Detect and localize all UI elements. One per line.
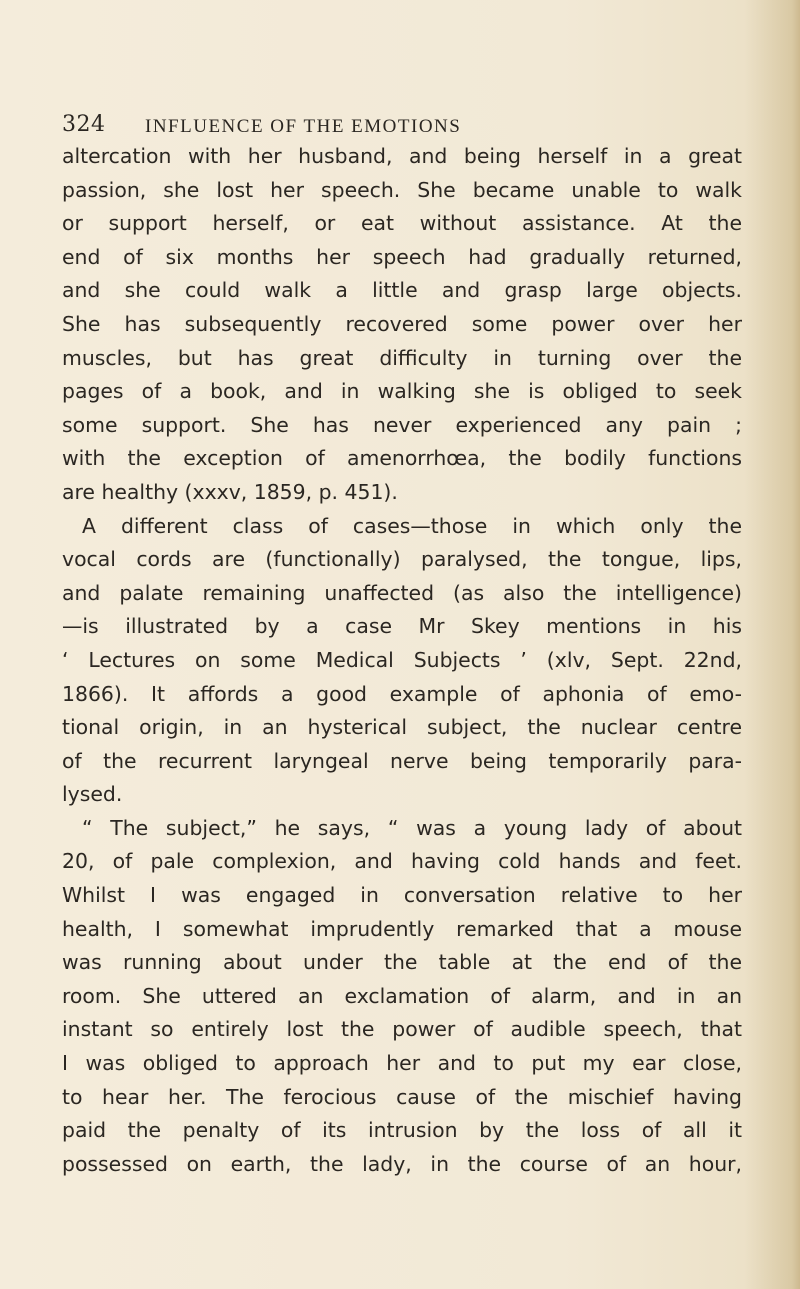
text-line: 20, of pale complexion, and having cold hands and feet. (62, 849, 742, 874)
text-line: room. She uttered an exclamation of alarm, and in an (62, 983, 742, 1008)
text-line: paid the penalty of its intrusion by the loss of all it (62, 1118, 742, 1143)
text-line: ‘ Lectures on some Medical Subjects ’ (xlv, Sept. 22nd, (62, 647, 742, 672)
text-line: of the recurrent laryngeal nerve being temporarily para- (62, 748, 742, 773)
text-line: 1866). It affords a good example of aphonia of emo- (62, 681, 742, 706)
text-line: passion, she lost her speech. She became unable to walk (62, 177, 742, 202)
text-line: to hear her. The ferocious cause of the mischief having (62, 1084, 742, 1109)
text-line: instant so entirely lost the power of audible speech, that (62, 1017, 742, 1042)
text-line: A different class of cases—those in which only the (82, 513, 742, 538)
text-line: pages of a book, and in walking she is obliged to seek (62, 379, 742, 404)
text-line: vocal cords are (functionally) paralysed, the tongue, lips, (62, 547, 742, 572)
page-number: 324 (62, 112, 106, 137)
text-line: muscles, but has great difficulty in turning over the (62, 345, 742, 370)
text-line: —is illustrated by a case Mr Skey mentions in his (62, 614, 742, 639)
text-line: tional origin, in an hysterical subject, the nuclear centre (62, 715, 742, 740)
text-line: lysed. (62, 782, 123, 807)
text-line: and palate remaining unaffected (as also the intelligence) (62, 580, 742, 605)
text-line: and she could walk a little and grasp large objects. (62, 278, 742, 303)
text-line: She has subsequently recovered some power over her (62, 311, 742, 336)
text-line: “ The subject,” he says, “ was a young lady of about (82, 815, 742, 840)
text-line: or support herself, or eat without assistance. At the (62, 211, 742, 236)
running-title: INFLUENCE OF THE EMOTIONS (145, 116, 462, 137)
text-line: are healthy (xxxv, 1859, p. 451). (62, 479, 398, 504)
text-line: I was obliged to approach her and to put my ear close, (62, 1051, 742, 1076)
text-line: Whilst I was engaged in conversation relative to her (62, 883, 742, 908)
text-line: end of six months her speech had gradually returned, (62, 244, 742, 269)
text-line: altercation with her husband, and being herself in a great (62, 144, 742, 168)
text-line: with the exception of amenorrhœa, the bodily functions (62, 446, 742, 471)
text-line: some support. She has never experienced any pain ; (62, 412, 742, 437)
body-text (62, 140, 742, 1181)
text-line: was running about under the table at the end of the (62, 950, 742, 975)
text-line: health, I somewhat imprudently remarked that a mouse (62, 916, 742, 941)
text-line: possessed on earth, the lady, in the course of an hour, (62, 1151, 742, 1176)
